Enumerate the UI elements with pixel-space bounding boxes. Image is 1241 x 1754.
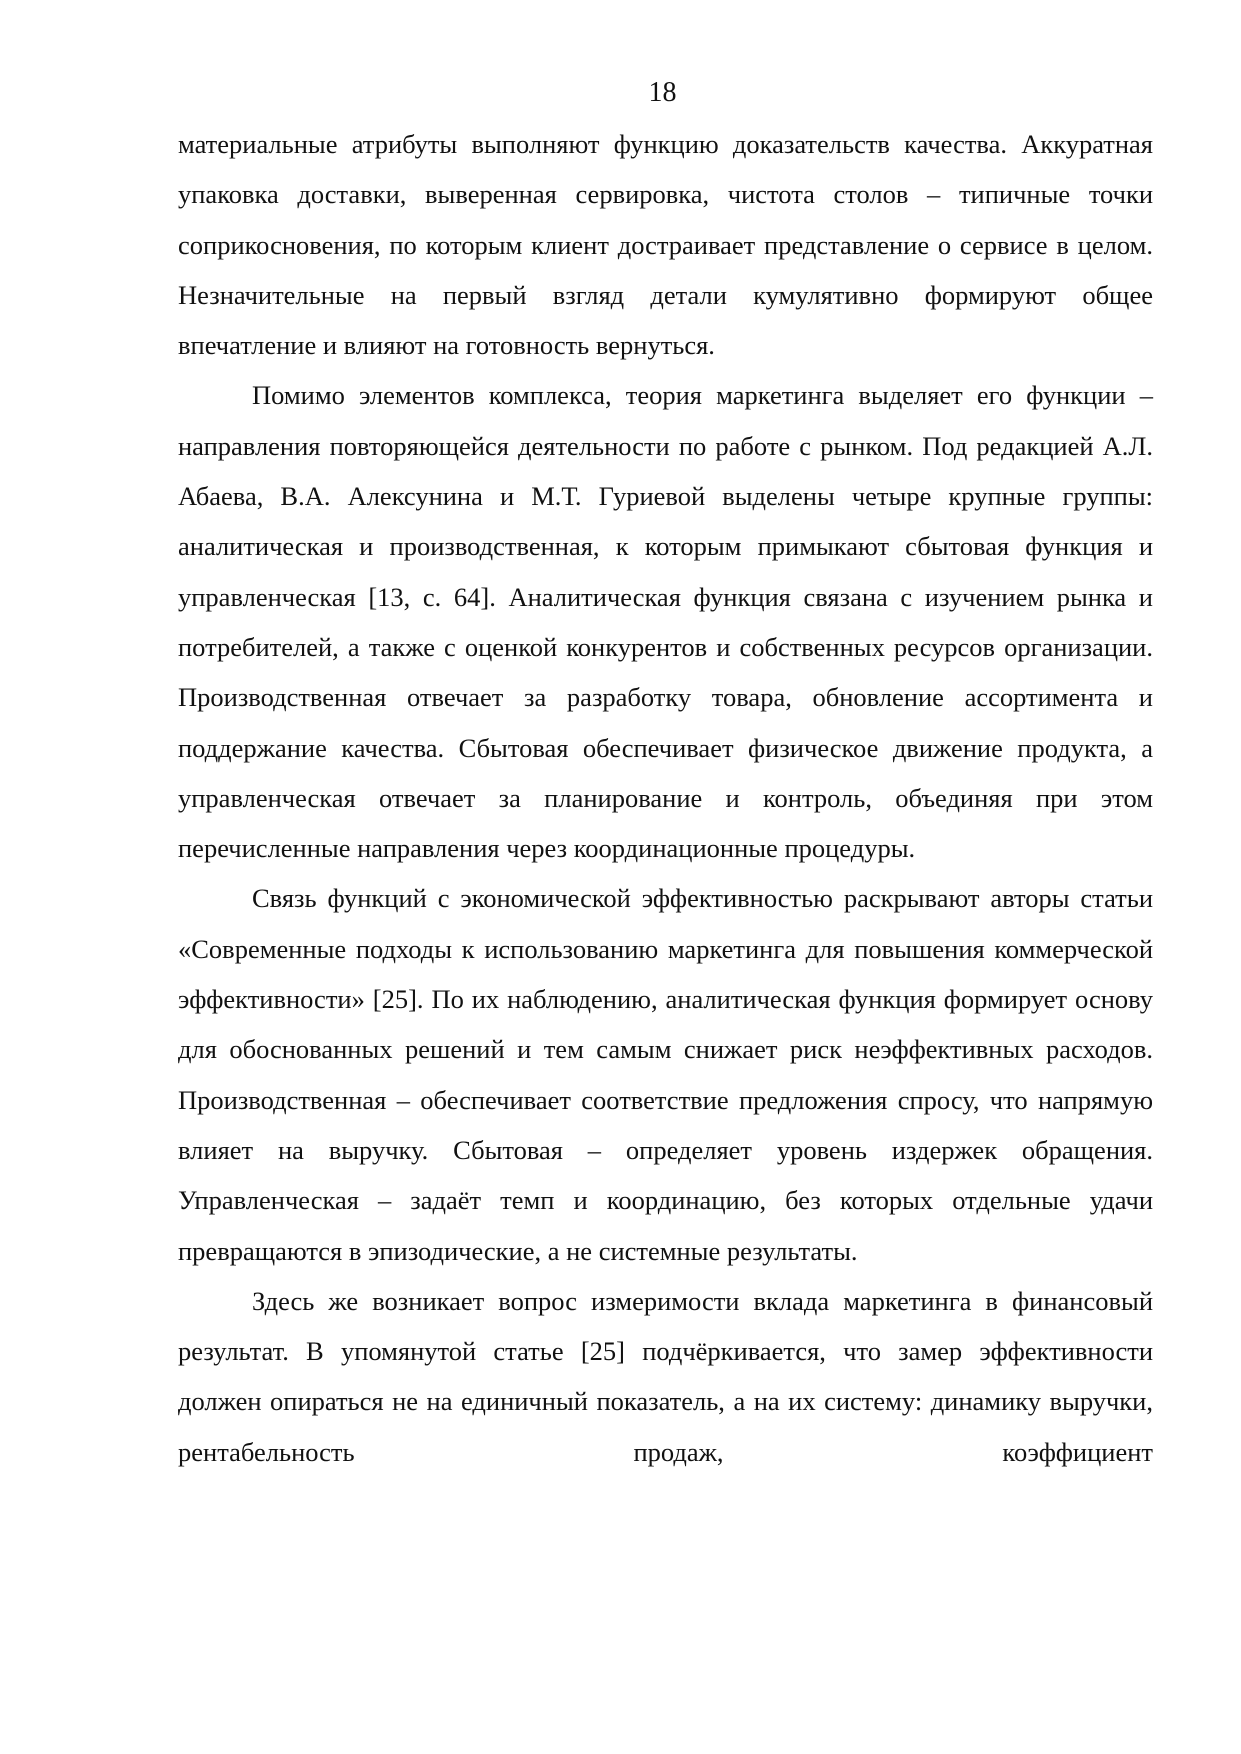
document-body xyxy=(178,119,1153,1477)
paragraph: Связь функций с экономической эффективностью раскрывают авторы статьи «Современные подходы к использованию маркетинга для повышения коммерческой эффективности» [25]. По их наблюдению, аналитическая функция формирует основу для обоснованных решений и тем самым снижает риск неэффективных расходов. Производственная – обеспечивает соответствие предложения спросу, что напрямую влияет на выручку. Сбытовая – определяет уровень издержек обращения. Управленческая – задаёт темп и координацию, без которых отдельные удачи превращаются в эпизодические, а не системные результаты. xyxy=(178,883,1153,1266)
paragraph: Здесь же возникает вопрос измеримости вклада маркетинга в финансовый результат. В упомянутой статье [25] подчёркивается, что замер эффективности должен опираться не на единичный показатель, а на их систему: динамику выручки, рентабельность продаж, коэффициент xyxy=(178,1285,1153,1467)
page-number: 18 xyxy=(648,77,677,108)
paragraph: материальные атрибуты выполняют функцию доказательств качества. Аккуратная упаковка доставки, выверенная сервировка, чистота столов – типичные точки соприкосновения, по которым клиент достраивает представление о сервисе в целом. Незначительные на первый взгляд детали кумулятивно формируют общее впечатление и влияют на готовность вернуться. xyxy=(178,129,1153,361)
paragraph: Помимо элементов комплекса, теория маркетинга выделяет его функции – направления повторяющейся деятельности по работе с рынком. Под редакцией А.Л. Абаева, В.А. Алексунина и М.Т. Гуриевой выделены четыре крупные группы: аналитическая и производственная, к которым примыкают сбытовая функция и управленческая [13, с. 64]. Аналитическая функция связана с изучением рынка и потребителей, а также с оценкой конкурентов и собственных ресурсов организации. Производственная отвечает за разработку товара, обновление ассортимента и поддержание качества. Сбытовая обеспечивает физическое движение продукта, а управленческая отвечает за планирование и контроль, объединяя при этом перечисленные направления через координационные процедуры. xyxy=(178,380,1153,864)
